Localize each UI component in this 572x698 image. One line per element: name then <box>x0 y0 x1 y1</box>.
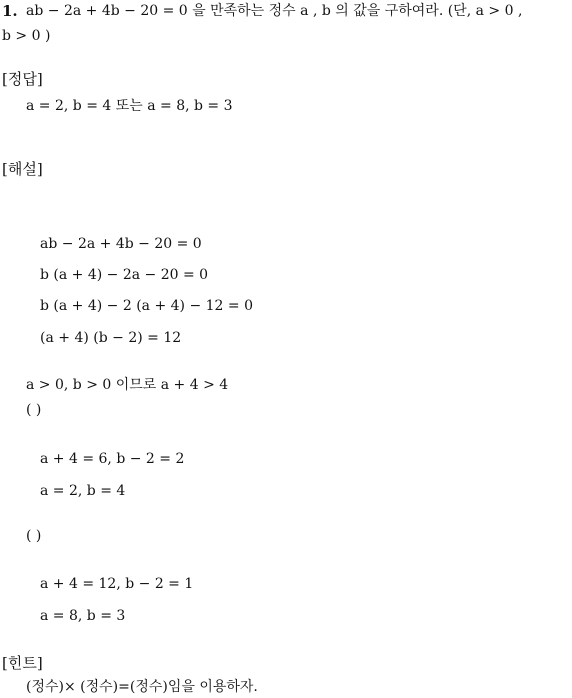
problem-text-line1: ab − 2a + 4b − 20 = 0 을 만족하는 정수 a , b 의 값을 구하여라. (단, a > 0 , <box>26 3 523 19</box>
case2-line: a = 8, b = 3 <box>40 608 126 624</box>
answer-header: [정답] <box>2 70 43 88</box>
hint-text: (정수)× (정수)=(정수)임을 이용하자. <box>26 679 258 695</box>
problem-number: 1. <box>2 2 18 20</box>
problem-text-line2: b > 0 ) <box>2 28 51 44</box>
explanation-step: (a + 4) (b − 2) = 12 <box>40 330 182 346</box>
explanation-step: ab − 2a + 4b − 20 = 0 <box>40 236 202 252</box>
explanation-step: b (a + 4) − 2a − 20 = 0 <box>40 267 209 283</box>
explanation-step: b (a + 4) − 2 (a + 4) − 12 = 0 <box>40 298 254 314</box>
hint-header: [힌트] <box>2 654 43 672</box>
case2-line: a + 4 = 12, b − 2 = 1 <box>40 576 194 592</box>
case1-line: a + 4 = 6, b − 2 = 2 <box>40 451 185 467</box>
explanation-condition: a > 0, b > 0 이므로 a + 4 > 4 <box>26 377 229 393</box>
case1-line: a = 2, b = 4 <box>40 483 126 499</box>
case1-label: ( ) <box>26 402 42 418</box>
case2-label: ( ) <box>26 528 42 544</box>
explanation-header: [해설] <box>2 160 43 178</box>
answer-text: a = 2, b = 4 또는 a = 8, b = 3 <box>26 98 233 114</box>
